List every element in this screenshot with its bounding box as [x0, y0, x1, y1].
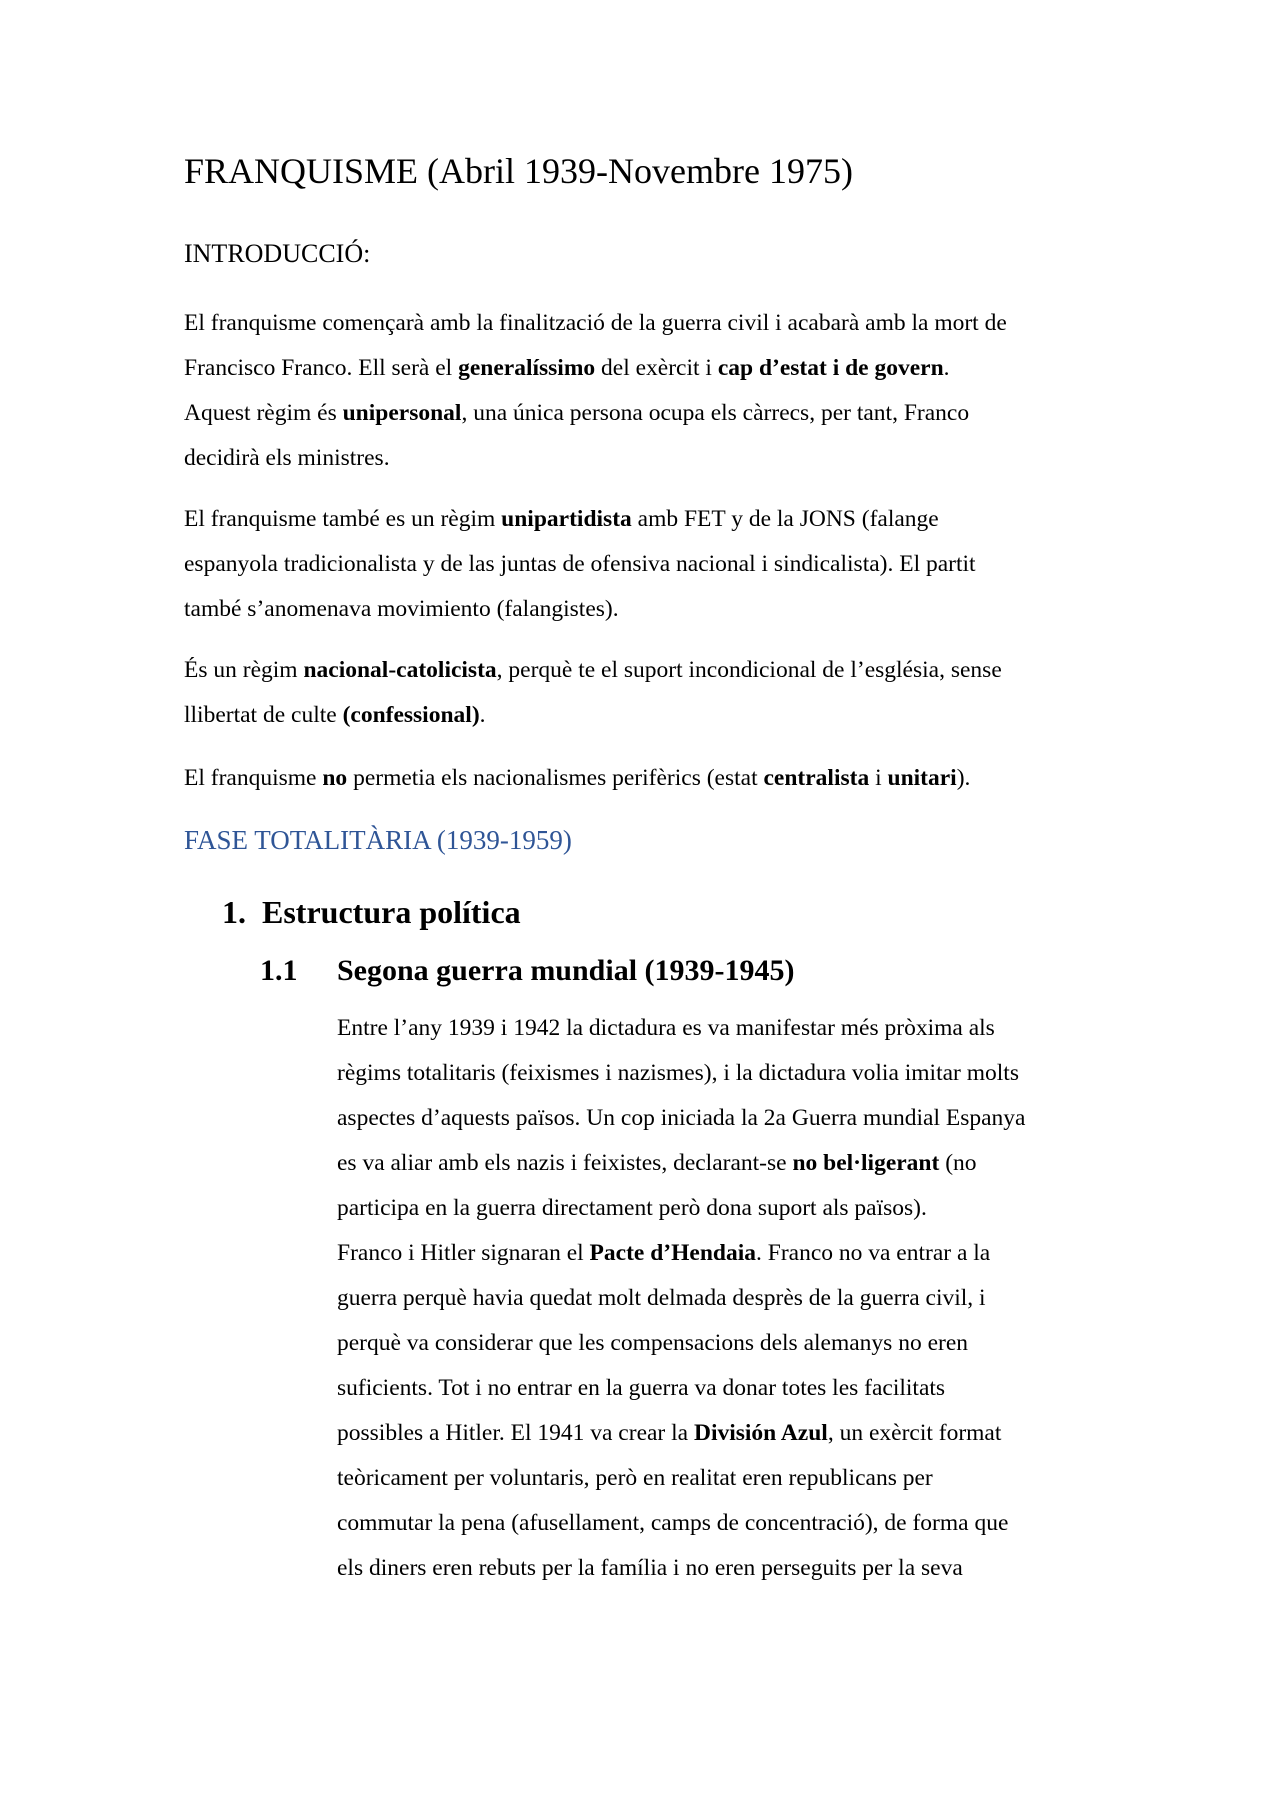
- paragraph-intro-4: El franquisme no permetia els nacionalismes perifèrics (estat centralista i unitari).: [184, 765, 971, 791]
- section-heading-1-1: [260, 953, 795, 989]
- bold-term: División Azul: [693, 1420, 828, 1446]
- bold-term: nacional-catolicista: [303, 657, 497, 683]
- document-title: FRANQUISME (Abril 1939-Novembre 1975): [184, 151, 853, 191]
- bold-term: centralista: [763, 765, 870, 791]
- bold-term: unitari: [887, 765, 957, 791]
- section-number: 1.1: [260, 954, 298, 987]
- section-title: Estructura política: [262, 894, 521, 930]
- paragraph-intro-1: El franquisme començarà amb la finalització de la guerra civil i acabarà amb la mort de Francisco Franco. Ell serà el generalíssimo del exèrcit i cap d’estat i de govern. Aquest règim és unipersonal, una única persona ocupa els càrrecs, per tant, Franco decidirà els ministres.: [184, 310, 1007, 471]
- bold-term: (confessional): [342, 702, 480, 728]
- bold-term: unipartidista: [501, 506, 632, 532]
- intro-heading: INTRODUCCIÓ:: [184, 239, 371, 268]
- paragraph-intro-2: El franquisme també es un règim unipartidista amb FET y de la JONS (falange espanyola tradicionalista y de las juntas de ofensiva nacional i sindicalista). El partit també s’anomenava movimiento (falangistes).: [184, 506, 976, 622]
- phase-heading: FASE TOTALITÀRIA (1939-1959): [184, 825, 572, 855]
- bold-term: unipersonal: [342, 400, 462, 426]
- paragraph-section-1-1: Entre l’any 1939 i 1942 la dictadura es va manifestar més pròxima als règims totalitaris (feixismes i nazismes), i la dictadura volia imitar molts aspectes d’aquests països. Un cop iniciada la 2a Guerra mundial Espanya es va aliar amb els nazis i feixistes, declarant-se no bel·ligerant (no participa en la guerra directament però dona suport als països). Franco i Hitler signaran el Pacte d’Hendaia. Franco no va entrar a la guerra perquè havia quedat molt delmada desprès de la guerra civil, i perquè va considerar que les compensacions dels alemanys no eren suficients. Tot i no entrar en la guerra va donar totes les facilitats possibles a Hitler. El 1941 va crear la División Azul, un exèrcit format teòricament per voluntaris, però en realitat eren republicans per commutar la pena (afusellament, camps de concentració), de forma que els diners eren rebuts per la família i no eren perseguits per la seva: [337, 1015, 1026, 1581]
- bold-term: cap d’estat i de govern: [717, 355, 944, 381]
- bold-term: generalíssimo: [458, 355, 596, 381]
- section-heading-1: [222, 893, 521, 931]
- section-title: Segona guerra mundial (1939-1945): [337, 954, 795, 987]
- section-number: 1.: [222, 894, 246, 930]
- text-line: El franquisme començarà amb la finalització de la guerra civil i acabarà amb la mort de: [184, 310, 1007, 336]
- paragraph-intro-3: És un règim nacional-catolicista, perquè te el suport incondicional de l’església, sense llibertat de culte (confessional).: [184, 657, 1002, 728]
- bold-term: no bel·ligerant: [792, 1150, 940, 1176]
- bold-term: no: [322, 765, 348, 791]
- bold-term: Pacte d’Hendaia: [589, 1240, 756, 1266]
